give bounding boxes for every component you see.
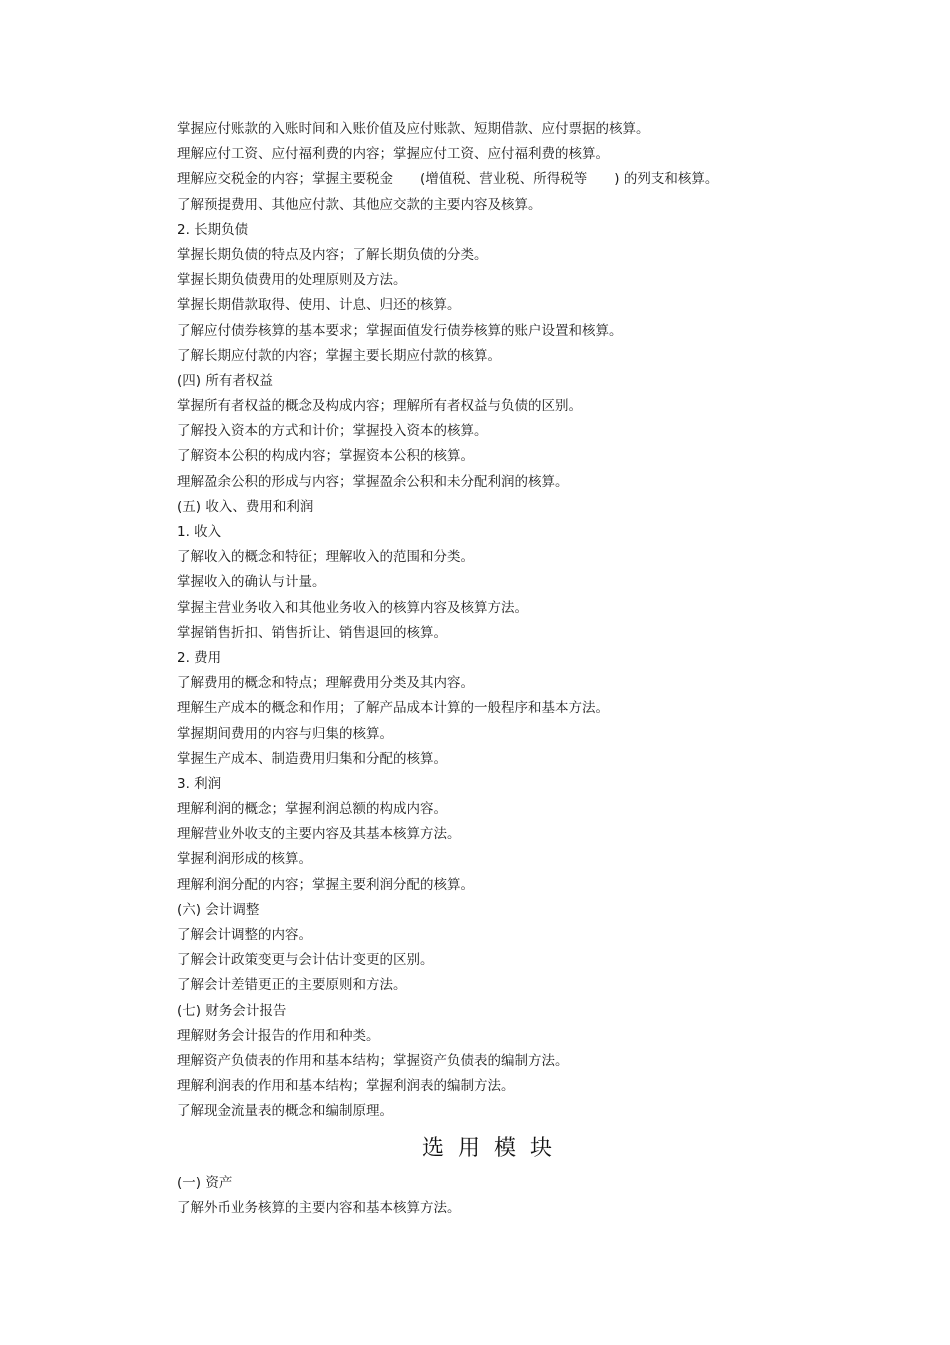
text-line: 掌握主营业务收入和其他业务收入的核算内容及核算方法。 bbox=[177, 599, 528, 616]
text-line: 掌握销售折扣、销售折让、销售退回的核算。 bbox=[177, 624, 447, 641]
text-line: 了解外币业务核算的主要内容和基本核算方法。 bbox=[177, 1199, 461, 1216]
text-line: 了解预提费用、其他应付款、其他应交款的主要内容及核算。 bbox=[177, 196, 542, 213]
text-line: 理解盈余公积的形成与内容；掌握盈余公积和未分配利润的核算。 bbox=[177, 473, 569, 490]
text-line: 理解利润的概念；掌握利润总额的构成内容。 bbox=[177, 801, 447, 818]
text-line: 了解会计政策变更与会计估计变更的区别。 bbox=[177, 952, 434, 969]
heading: (一) 资产 bbox=[177, 1174, 233, 1191]
text-line: 掌握长期负债费用的处理原则及方法。 bbox=[177, 272, 407, 289]
text-line: 理解资产负债表的作用和基本结构；掌握资产负债表的编制方法。 bbox=[177, 1052, 569, 1069]
text-line: 理解利润表的作用和基本结构；掌握利润表的编制方法。 bbox=[177, 1078, 515, 1095]
text-line: 了解会计调整的内容。 bbox=[177, 927, 312, 943]
text-line: 掌握长期负债的特点及内容；了解长期负债的分类。 bbox=[177, 246, 488, 263]
subheading: 3. 利润 bbox=[177, 775, 222, 792]
text-line: 了解会计差错更正的主要原则和方法。 bbox=[177, 977, 407, 994]
heading: (五) 收入、费用和利润 bbox=[177, 498, 314, 515]
text-line: 掌握收入的确认与计量。 bbox=[177, 574, 326, 591]
text-line: 了解资本公积的构成内容；掌握资本公积的核算。 bbox=[177, 448, 474, 465]
subheading: 2. 费用 bbox=[177, 649, 222, 666]
text-line: 理解财务会计报告的作用和种类。 bbox=[177, 1027, 380, 1044]
heading: (七) 财务会计报告 bbox=[177, 1002, 287, 1019]
text-line: 掌握应付账款的入账时间和入账价值及应付账款、短期借款、应付票据的核算。 bbox=[177, 121, 650, 137]
section-title: 选用模块 bbox=[421, 1135, 566, 1161]
text-line: 了解收入的概念和特征；理解收入的范围和分类。 bbox=[177, 549, 474, 566]
text-line: 理解应交税金的内容；掌握主要税金 (增值税、营业税、所得税等 ) 的列支和核算。 bbox=[177, 171, 719, 188]
text-line: 理解应付工资、应付福利费的内容；掌握应付工资、应付福利费的核算。 bbox=[177, 146, 609, 163]
document-body bbox=[177, 117, 797, 1221]
text-line: 了解投入资本的方式和计价；掌握投入资本的核算。 bbox=[177, 423, 488, 440]
text-line: 掌握利润形成的核算。 bbox=[177, 851, 312, 868]
text-line: 了解长期应付款的内容；掌握主要长期应付款的核算。 bbox=[177, 347, 501, 364]
text-line: 理解营业外收支的主要内容及其基本核算方法。 bbox=[177, 826, 461, 843]
heading: (四) 所有者权益 bbox=[177, 372, 273, 389]
subheading: 2. 长期负债 bbox=[177, 221, 249, 238]
text-line: 了解现金流量表的概念和编制原理。 bbox=[177, 1103, 393, 1120]
text-line: 掌握生产成本、制造费用归集和分配的核算。 bbox=[177, 750, 447, 767]
text-line: 理解利润分配的内容；掌握主要利润分配的核算。 bbox=[177, 876, 474, 893]
text-line: 掌握期间费用的内容与归集的核算。 bbox=[177, 725, 393, 742]
subheading: 1. 收入 bbox=[177, 524, 222, 540]
text-line: 了解费用的概念和特点；理解费用分类及其内容。 bbox=[177, 675, 474, 692]
text-line: 了解应付债券核算的基本要求；掌握面值发行债券核算的账户设置和核算。 bbox=[177, 322, 623, 339]
heading: (六) 会计调整 bbox=[177, 901, 260, 918]
text-line: 掌握长期借款取得、使用、计息、归还的核算。 bbox=[177, 297, 461, 314]
text-line: 掌握所有者权益的概念及构成内容；理解所有者权益与负债的区别。 bbox=[177, 398, 582, 415]
text-line: 理解生产成本的概念和作用；了解产品成本计算的一般程序和基本方法。 bbox=[177, 700, 609, 717]
